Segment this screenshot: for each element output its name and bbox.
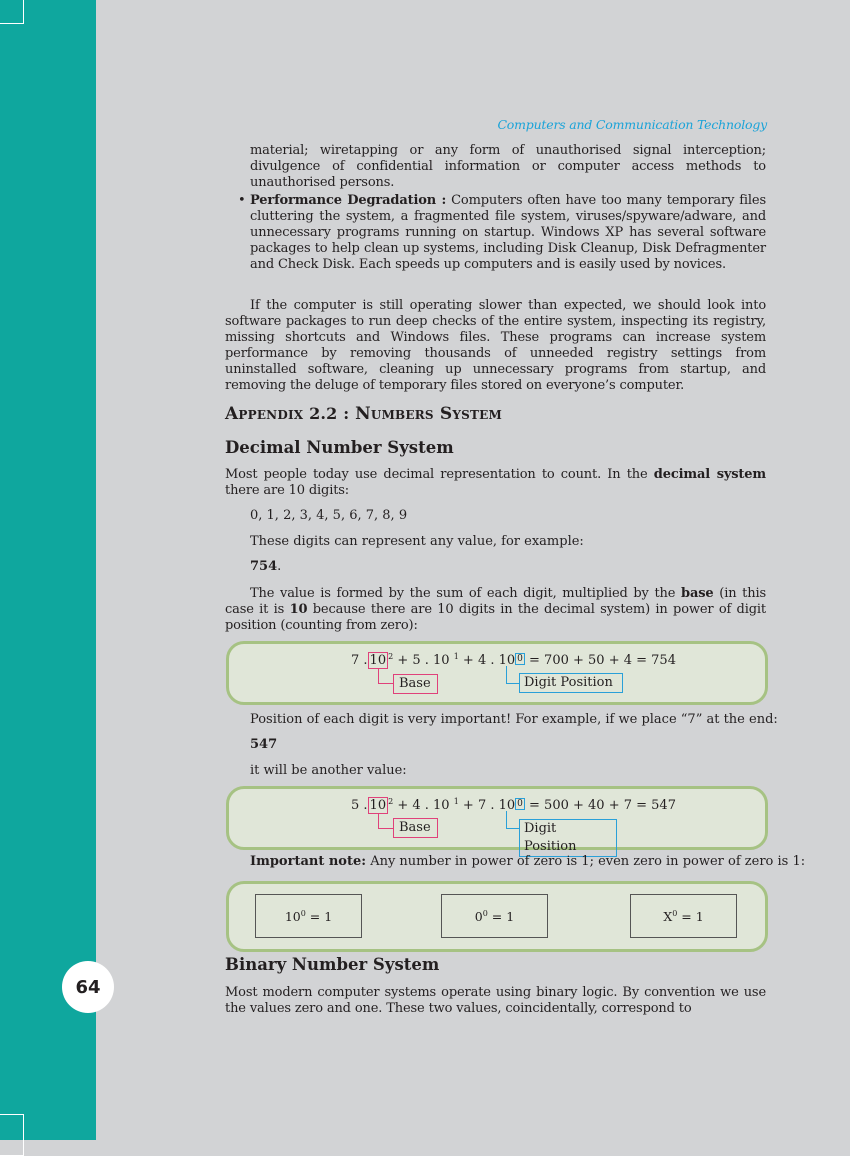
callout-position-1: Digit Position [519, 673, 623, 693]
equation-zero [441, 894, 548, 938]
eq2-base: 0 [474, 909, 483, 925]
position-leader-1 [506, 666, 520, 684]
appendix-label: Appendix [225, 404, 304, 424]
base-expl-a: The value is formed by the sum of each digit, multiplied by the [250, 586, 682, 601]
f2-exp1: 2 [388, 797, 394, 806]
position-text: Position of each digit is very important! For example, if we place “7” at the end: [250, 712, 778, 727]
equation-ten [255, 894, 362, 938]
example-754-dot: . [277, 559, 282, 574]
eq3-exp: 0 [672, 909, 678, 918]
bullet-performance [250, 193, 766, 273]
callout-position-2: Digit Position [519, 819, 617, 857]
formula-box-754 [226, 641, 768, 705]
f1-exp1: 2 [388, 652, 394, 661]
crop-mark-bottom [0, 1114, 24, 1156]
f1-digit: 7 . [351, 653, 368, 668]
binary-heading: Binary Number System [225, 955, 440, 974]
f1-exp3: 0 [517, 654, 523, 664]
position-leader-2 [506, 811, 520, 829]
decimal-intro [225, 467, 766, 499]
base-expl-bold2: 10 [289, 602, 308, 617]
f1-base: 10 [369, 653, 387, 668]
appendix-heading [225, 404, 502, 424]
eq1-exp: 0 [300, 909, 306, 918]
decimal-heading: Decimal Number System [225, 438, 454, 457]
bullet-term: Performance Degradation : [250, 193, 447, 208]
f2-digit: 5 . [351, 798, 368, 813]
f2-exp3: 0 [517, 799, 523, 809]
note-bold: Important note: [250, 854, 367, 869]
eq3-rhs: = 1 [677, 909, 704, 925]
example-754 [250, 559, 281, 574]
eq3-base: X [663, 909, 673, 925]
important-note [250, 854, 805, 869]
callout-base-1: Base [393, 674, 438, 694]
base-explanation [225, 586, 766, 634]
crop-mark-top [0, 0, 24, 24]
note-text: Any number in power of zero is 1; even zero in power of zero is 1: [366, 854, 806, 869]
base-expl-c: because there are 10 digits in the decimal system) in power of digit position (counting from zero): [225, 602, 766, 633]
base-leader-1 [378, 668, 394, 684]
f1-exp2: 1 [453, 652, 459, 661]
eq1-base: 10 [284, 909, 301, 925]
appendix-title: Numbers System [355, 404, 502, 424]
bullet-text: Computers often have too many temporary files cluttering the system, a fragmented file system, viruses/spyware/adware, and unnecessary programs running on startup. Windows XP has several software packages to help clean up systems, including Disk Cleanup, Disk Defragmenter and Check Disk. Each speeds up computers and is easily used by novices. [250, 193, 766, 272]
running-head: Computers and Communication Technology [497, 117, 767, 132]
f2-mid1: + 4 . 10 [393, 798, 454, 813]
f2-result: = 500 + 40 + 7 = 547 [524, 798, 676, 813]
decimal-intro-a: Most people today use decimal representation to count. In the [225, 467, 654, 482]
base-expl-bold1: base [681, 586, 714, 601]
decimal-intro-bold: decimal system [653, 467, 767, 482]
callout-base-2: Base [393, 818, 438, 838]
equation-x [630, 894, 737, 938]
formula-box-547 [226, 786, 768, 850]
base-expl-b: (in this case it is [225, 586, 766, 617]
eq2-rhs: = 1 [487, 909, 515, 925]
example-547: 547 [250, 737, 278, 752]
eq2-exp: 0 [482, 909, 488, 918]
another-value: it will be another value: [250, 763, 407, 778]
f1-mid2: + 4 . 10 [458, 653, 516, 668]
example-754-value: 754 [250, 559, 278, 574]
bullet-icon: • [238, 193, 246, 208]
digits-note: These digits can represent any value, for example: [250, 534, 584, 549]
page-number: 64 [62, 961, 114, 1013]
base-leader-2 [378, 813, 394, 829]
intro-paragraph: If the computer is still operating slower than expected, we should look into software packages to run deep checks of the entire system, inspecting its registry, missing shortcuts and Windows files. These programs can increase system performance by removing thousands of unneeded registry settings from uninstalled software, cleaning up unnecessary programs from startup, and removing the deluge of temporary files stored on everyone’s computer. [225, 298, 766, 393]
f2-base: 10 [369, 798, 387, 813]
decimal-intro-b: there are 10 digits: [225, 483, 350, 498]
binary-text: Most modern computer systems operate using binary logic. By convention we use the values zero and one. These two values, coincidentally, correspond to [225, 985, 766, 1016]
f1-result: = 700 + 50 + 4 = 754 [524, 653, 676, 668]
intro-continuation: material; wiretapping or any form of unauthorised signal interception; divulgence of confidential information or computer access methods to unauthorised persons. [250, 143, 766, 190]
eq1-rhs: = 1 [305, 909, 333, 925]
digits-list: 0, 1, 2, 3, 4, 5, 6, 7, 8, 9 [250, 508, 408, 523]
appendix-number: 2.2 : [309, 404, 350, 423]
f2-mid2: + 7 . 10 [458, 798, 516, 813]
f1-mid1: + 5 . 10 [393, 653, 454, 668]
f2-exp2: 1 [453, 797, 459, 806]
